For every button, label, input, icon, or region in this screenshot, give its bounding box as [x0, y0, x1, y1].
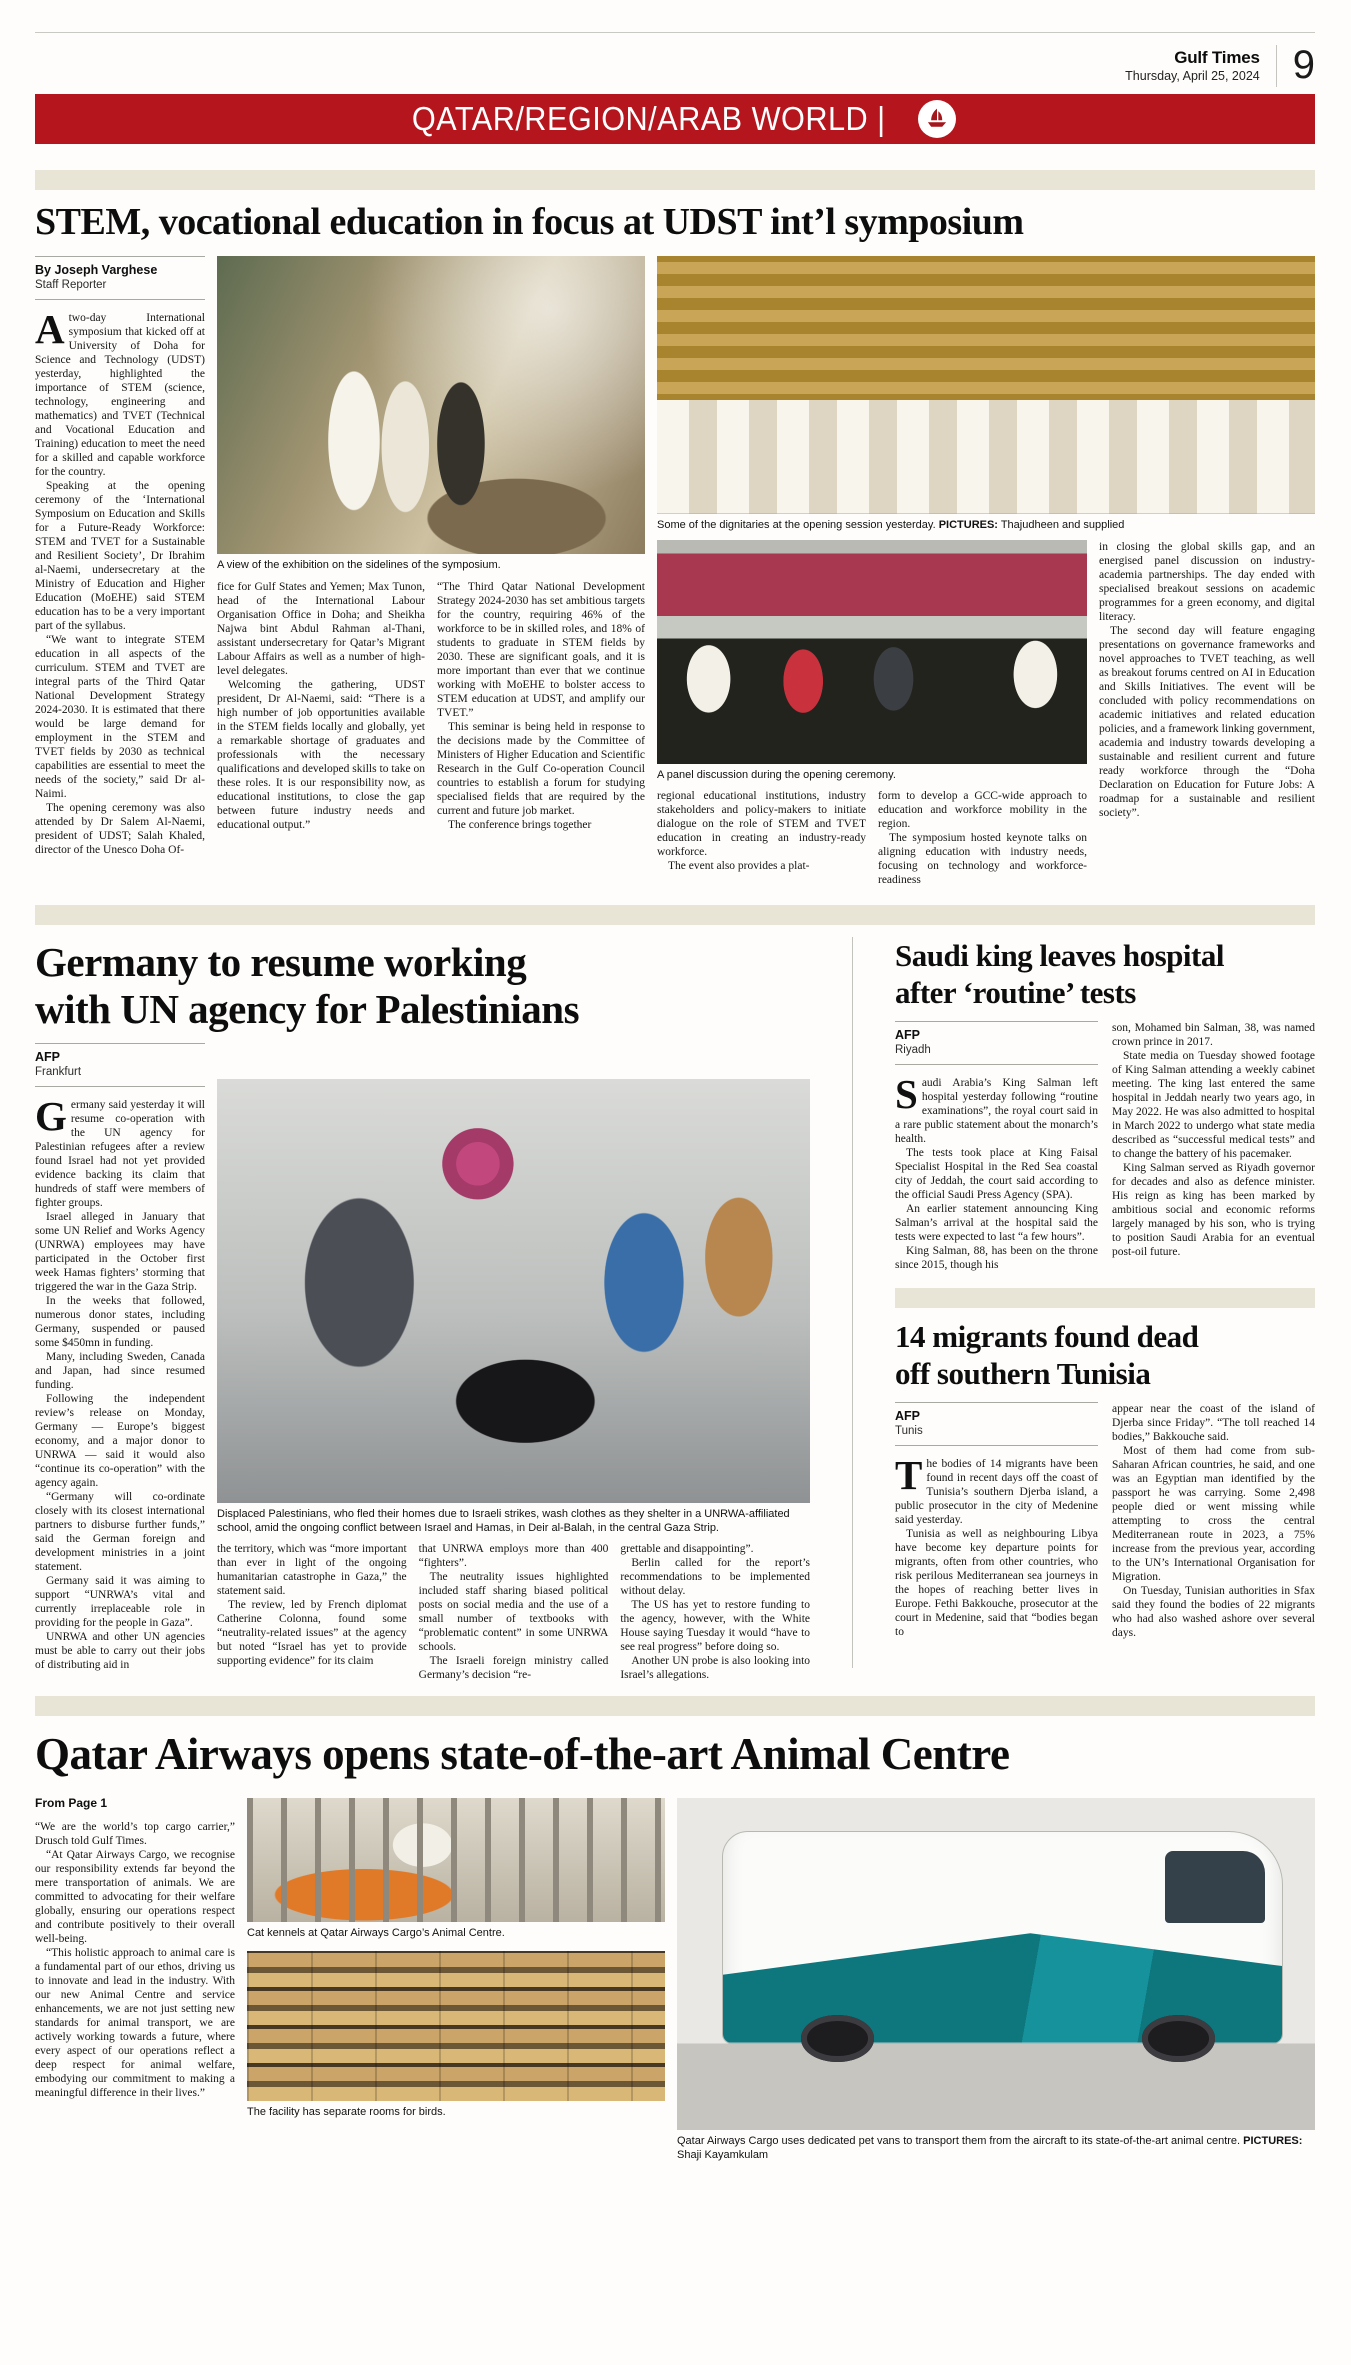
stem-col5-text: in closing the global skills gap, and an energised panel discussion on industry-academia partnerships. The day ended with specialised breakout sessions on academic programmes for a green economy, and digital literacy. The second day will feature engaging presentations on governance frameworks and novel approaches to TVET teaching, as well as breakout forums centred on AI in Education and Skills Initiatives. The event will be concluded with policy recommendations on academic initiatives and related education policies, and a framework linking government, academia and industry towards developing a sustainable and resilient current and future ready workforce through the “Doha Declaration on Education for Future Jobs: A roadmap for a sustainable and resilient society”. — [1099, 540, 1315, 819]
page-number: 9 — [1292, 43, 1315, 87]
issue-date: Thursday, April 25, 2024 — [1125, 69, 1260, 83]
drop-cap: S — [895, 1071, 918, 1117]
byline-name: By Joseph Varghese — [35, 263, 158, 277]
germany-byline — [35, 1043, 205, 1087]
germany-col1-text: Israel alleged in January that some UN Relief and Works Agency (UNRWA) employees may have participated in the October first week Hamas fighters’ storming that triggered the war in the Gaza Strip. In the weeks that followed, numerous donor states, including Germany, suspended or paused some $450mn in funding. Many, including Sweden, Canada and Japan, had since resumed funding. Following the independent review’s release on Monday, Germany — Europe’s biggest economy, and a major donor to UNRWA — said it would also “continue its co-operation” with the agency again. “Germany will co-ordinate closely with its closest international partners to disburse further funds,” said the German foreign and development ministries in a joint statement. Germany said it was aiming to support “UNRWA’s vital and currently irreplaceable role in providing for the people in Gaza”. UNRWA and other UN agencies must be able to carry out their jobs of distributing aid in — [35, 1211, 205, 1671]
drop-cap: G — [35, 1093, 67, 1139]
stem-col4a-text: regional educational institutions, industry stakeholders and policy-makers to initiate dialogue on the role of STEM and TVET education in creating an industry-ready workforce. The event also provides a plat- — [657, 790, 866, 872]
germany-col2-text: the territory, which was “more important than ever in light of the ongoing humanitarian catastrophe in Gaza,” the statement said. The review, led by French diplomat Catherine Colonna, found some “neutrality-related issues” at the agency but noted “Israel has yet to provide supporting evidence” for its claim — [217, 1543, 407, 1667]
saudi-headline: Saudi king leaves hospital after ‘routine’ tests — [895, 938, 1224, 1010]
dignitaries-caption: Some of the dignitaries at the opening session yesterday. PICTURES: Thajudheen and supplied — [657, 519, 1125, 531]
gaza-washing-photo — [217, 1079, 810, 1503]
article-germany — [35, 929, 810, 1682]
divider-strip — [895, 1288, 1315, 1308]
dhow-icon — [918, 100, 956, 138]
masthead-divider — [1276, 45, 1277, 87]
stem-column-1 — [35, 256, 205, 887]
tunisia-column-1 — [895, 1402, 1098, 1640]
panel-photo-block — [657, 540, 1087, 888]
germany-col4-text: grettable and disappointing”. Berlin called for the report’s recommendations to be implemented without delay. The US has yet to restore funding to the agency, however, with the White House saying Tuesday it would “have to see real progress” before doing so. Another UN probe is also looking into Israel’s allegations. — [620, 1543, 811, 1681]
lead-paragraph: Atwo-day International symposium that kicked off at University of Doha for Science and Technology (UDST) yesterday, highlighted the importance of STEM (science, technology, engineering and mathematics) and TVET (Technical and Vocational Education and Training) education to meet the need for a skilled and capable workforce for the country. — [35, 306, 205, 478]
qa-column-1 — [35, 1782, 235, 2169]
article-saudi — [895, 937, 1315, 1272]
van-wheel — [1142, 2015, 1215, 2061]
lead-paragraph: Saudi Arabia’s King Salman left hospital yesterday following “routine examinations”, the royal court said in a rare public statement about the monarch’s health. — [895, 1071, 1098, 1145]
article-stem — [35, 200, 1315, 887]
stem-col3-text: “The Third Qatar National Development Strategy 2024-2030 has set ambitious targets for the country, requiring 46% of the workforce to be in skilled roles, and 18% of students to graduate in STEM fields by 2030. These are significant goals, and it is more important than ever that we continue working with MoEHE to bolster access to STEM education at UDST, and amplify our TVET.” This seminar is being held in response to the decisions made by the Committee of Ministers of Higher Education and Scientific Research in the Gulf Co-operation Council countries to establish a forum for studying specialised fields that are required by the current and future job market. The conference brings together — [437, 580, 645, 831]
van-windshield — [1165, 1851, 1266, 1923]
van-body-shape — [722, 1831, 1283, 2043]
section-banner — [35, 94, 1315, 144]
cat-kennels-caption: Cat kennels at Qatar Airways Cargo’s Animal Centre. — [247, 1927, 505, 1939]
stem-right — [657, 256, 1315, 887]
saudi-col2-text: son, Mohamed bin Salman, 38, was named crown prince in 2017. State media on Tuesday showed footage of King Salman attending a weekly cabinet meeting. The king last entered the same hospital in Jeddah nearly two years ago, in May 2022. He was also admitted to hospital in March 2022 to undergo what state media described as “successful medical tests” and to change the battery of his pacemaker. King Salman served as Riyadh governor for decades and also as defence minister. His reign as king has been marked by ambitious social and economic reforms largely managed by his son, who is trying to position Saudi Arabia for an eventual post-oil future. — [1112, 1022, 1315, 1258]
lead-paragraph: The bodies of 14 migrants have been found in recent days off the coast of Tunisia’s southern Djerba island, a public prosecutor in the city of Medenine said yesterday. — [895, 1452, 1098, 1526]
tunisia-headline: 14 migrants found dead off southern Tunisia — [895, 1319, 1199, 1391]
germany-headline: Germany to resume working with UN agency for Palestinians — [35, 939, 580, 1032]
stem-headline: STEM, vocational education in focus at UDST int’l symposium — [35, 201, 1024, 243]
bird-room-caption: The facility has separate rooms for birds. — [247, 2105, 446, 2118]
panel-photo — [657, 540, 1087, 764]
vertical-rule — [852, 937, 853, 1668]
from-page-kicker: From Page 1 — [35, 1796, 108, 1810]
divider-strip — [35, 1696, 1315, 1716]
panel-caption: A panel discussion during the opening ceremony. — [657, 768, 896, 781]
van-caption: Qatar Airways Cargo uses dedicated pet vans to transport them from the aircraft to its state-of-the-art animal centre. PICTURES: Shaji Kayamkulam — [677, 2135, 1303, 2161]
byline-name: AFP — [35, 1050, 60, 1064]
saudi-col1-text: The tests took place at King Faisal Specialist Hospital in the Red Sea coastal city of Jeddah, the court said according to the official Saudi Press Agency (SPA). An earlier statement announcing King Salman’s arrival at the hospital said the tests were expected to last “a few hours”. King Salman, 88, has been on the throne since 2015, though his — [895, 1147, 1098, 1271]
tunisia-col1-text: Tunisia as well as neighbouring Libya have become key departure points for migrants, often from other countries, who risk perilous Mediterranean sea journeys in the hopes of reaching better lives in Europe. Fethi Bakkouche, prosecutor at the court in Medenine, said that “bodies began to — [895, 1528, 1098, 1638]
stem-col1-text: Speaking at the opening ceremony of the ‘International Symposium on Education and Skills for a Future-Ready Workforce: STEM and TVET for a Sustainable and Resilient Society’, Dr Ibrahim al-Naemi, undersecretary at the Ministry of Education and Higher Education (MoEHE) said STEM education has to be a very important part of the syllabus. “We want to integrate STEM education in all aspects of the curriculum. STEM and TVET are integral parts of the Third Qatar National Development Strategy 2024-2030. It is estimated that there would be large demand for employment in the STEM and TVET fields by 2030 as technical capabilities are essential to meet the needs of the society,” said Dr al-Naimi. The opening ceremony was also attended by Dr Salem Al-Naemi, president of UDST; Salah Khaled, director of the Unesco Doha Of- — [35, 480, 205, 856]
tunisia-byline — [895, 1402, 1098, 1446]
tunisia-col2-text: appear near the coast of the island of Djerba since Friday”. “The toll reached 14 bodies,” Bakkouche said. Most of them had come from sub-Saharan African countries, he said, and one was an Egyptian man identified by the passport he was carrying. Some 2,498 people died or went missing while attempting to cross the central Mediterranean route in 2023, a 75% increase from the previous year, according to the UN’s International Organisation for Migration. On Tuesday, Tunisian authorities in Sfax said they found the bodies of 22 migrants who had also washed ashore over several days. — [1112, 1403, 1315, 1639]
exhibition-photo — [217, 256, 645, 554]
germany-column-1 — [35, 1043, 205, 1682]
divider-strip — [35, 170, 1315, 190]
byline-name: AFP — [895, 1028, 920, 1042]
divider-strip — [35, 905, 1315, 925]
stem-middle — [217, 256, 645, 887]
bird-crates-photo — [247, 1951, 665, 2101]
germany-col3-text: that UNRWA employs more than 400 “fighters”. The neutrality issues highlighted included staff sharing biased political posts on social media and the use of a small number of textbooks with “problematic content” in some UNRWA schools. The Israeli foreign ministry called Germany’s decision “re- — [418, 1543, 609, 1681]
qa-col1-text: “We are the world’s top cargo carrier,” Drusch told Gulf Times. “At Qatar Airways Cargo, we recognise our responsibility extends far beyond the mere transportation of animals. We are committed to advocating for their welfare globally, ensuring our operations respect and contribute positively to their overall well-being. “This holistic approach to animal care is a fundamental part of our ethos, driving us to innovate and lead in the industry. With our new Animal Centre and service enhancements, we are not just setting new standards for animal transport, we are actively working towards a future, where every aspect of our operations reflect a deep respect for animal welfare, embodying our commitment to making a meaningful difference in their lives.” — [35, 1821, 235, 2099]
paper-name: Gulf Times — [1174, 48, 1260, 67]
germany-photo-caption: Displaced Palestinians, who fled their homes due to Israeli strikes, wash clothes as they shelter in a UNRWA-affiliated school, amid the ongoing conflict between Israel and Hamas, in Deir al-Balah, in the central Gaza Strip. — [217, 1508, 790, 1534]
byline-role: Staff Reporter — [35, 279, 107, 291]
lead-paragraph: Germany said yesterday it will resume co-operation with the UN agency for Palestinian refugees after a review found Israel had not yet provided evidence backing its claim that hundreds of staff were members of fighter groups. — [35, 1093, 205, 1209]
pet-van-photo — [677, 1798, 1315, 2130]
cat-kennels-photo — [247, 1798, 665, 1922]
stem-byline — [35, 256, 205, 300]
qa-middle-photos — [247, 1798, 665, 2169]
right-column — [895, 929, 1315, 1682]
byline-place: Frankfurt — [35, 1066, 82, 1078]
section-title: QATAR/REGION/ARAB WORLD | — [412, 100, 886, 137]
qa-van-block — [677, 1798, 1315, 2169]
germany-photo-area — [217, 1043, 810, 1682]
drop-cap: T — [895, 1452, 923, 1498]
qatar-airways-headline: Qatar Airways opens state-of-the-art Animal Centre — [35, 1729, 1010, 1779]
byline-place: Tunis — [895, 1425, 923, 1437]
masthead — [35, 33, 1315, 94]
exhibition-caption: A view of the exhibition on the sidelines of the symposium. — [217, 559, 501, 571]
stem-col4b-text: form to develop a GCC-wide approach to education and workforce mobility in the region. The symposium hosted keynote talks on aligning education with industry needs, focusing on technology and workforce-readiness — [878, 790, 1087, 886]
dignitaries-photo — [657, 256, 1315, 514]
article-qatar-airways — [35, 1728, 1315, 2169]
van-wheel — [801, 2015, 874, 2061]
saudi-byline — [895, 1021, 1098, 1065]
drop-cap: A — [35, 306, 65, 352]
saudi-column-1 — [895, 1021, 1098, 1272]
stem-col2-text: fice for Gulf States and Yemen; Max Tunon, head of the International Labour Organisation Office in Doha; and Sheikha Najwa bint Abdul Rahman al-Thani, assistant undersecretary for Qatar’s Migrant Labour Affairs as well as a number of high-level delegates. Welcoming the gathering, UDST president, Dr Al-Naemi, said: “There is a high number of job opportunities available in the STEM fields locally and globally, yet a remarkable shortage of graduates and professionals with the necessary qualifications and developed skills to take on these roles. It is our responsibility now, as educational institutions, to close the gap between future industry needs and educational output.” — [217, 580, 425, 831]
byline-name: AFP — [895, 1409, 920, 1423]
byline-place: Riyadh — [895, 1044, 931, 1056]
article-tunisia — [895, 1318, 1315, 1640]
